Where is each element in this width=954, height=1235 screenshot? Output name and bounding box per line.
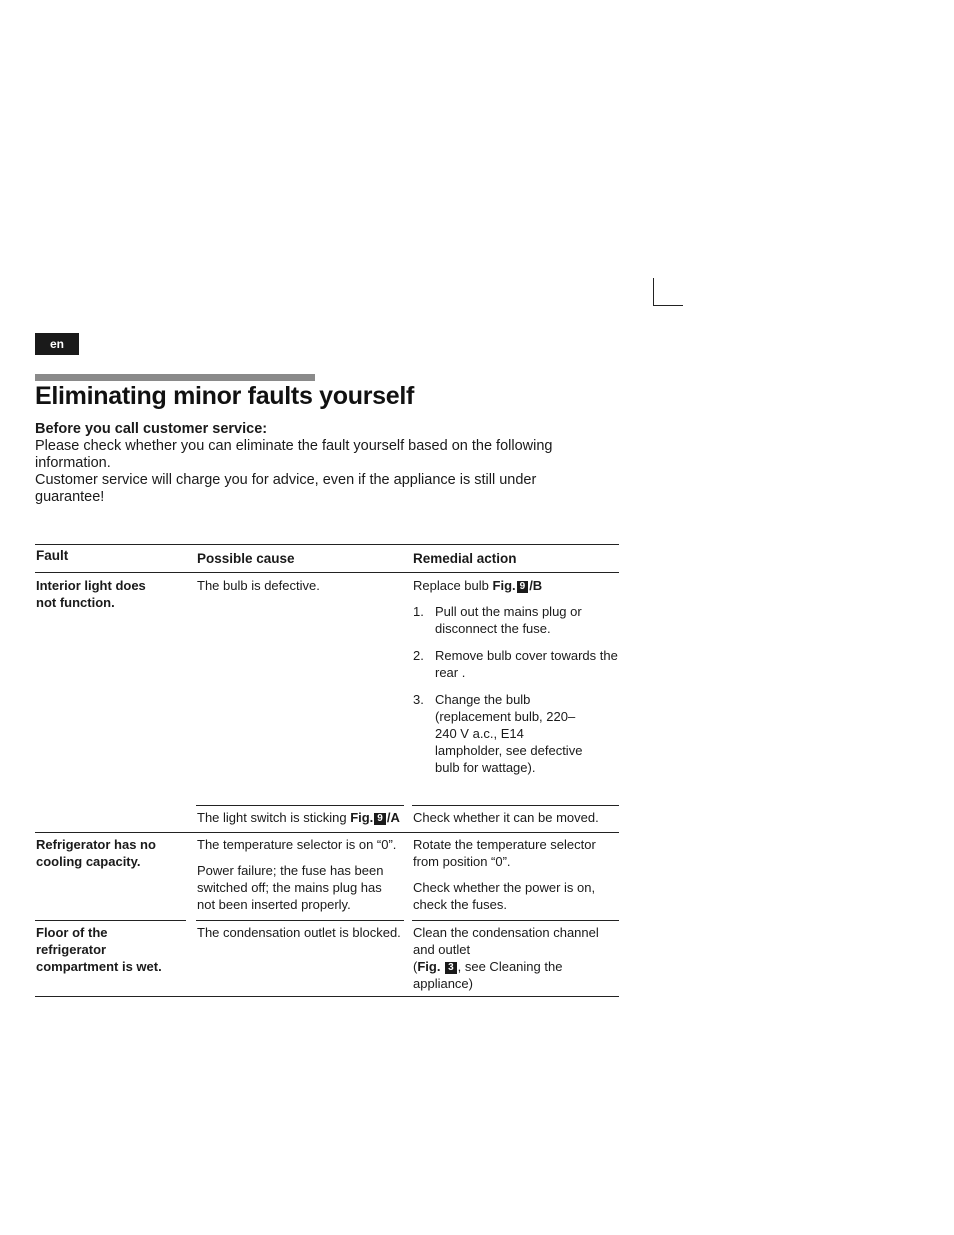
fault-cell: Floor of the refrigerator compartment is wet. [36,925,162,974]
table-row [35,920,619,997]
figure-number-badge: 3 [445,962,457,974]
figure-number-badge: 9 [517,581,529,593]
step-number: 2. [413,648,424,663]
fig-label: Fig. [492,578,516,593]
fig-label: Fig. [417,959,441,974]
spacer [197,853,404,862]
page-title: Eliminating minor faults yourself [35,382,415,410]
divider [196,920,404,921]
action-cell [412,924,603,992]
fig-suffix: /A [386,810,400,825]
action-title [413,577,620,594]
table-row [35,832,619,920]
crop-mark-vertical [653,278,654,306]
step-number: 1. [413,604,424,619]
cause-cell: The condensation outlet is blocked. [197,925,401,940]
step-text: Change the bulb (replacement bulb, 220–240 V a.c., E14 lampholder, see defective bulb for wattage). [435,692,583,775]
list-item [413,647,620,681]
fig-suffix: /B [529,578,543,593]
spacer [413,870,620,879]
fault-cell: Refrigerator has no cooling capacity. [36,837,156,869]
table-header [35,544,619,573]
fault-cell: Interior light does not function. [36,578,146,610]
cause-cell: The bulb is defective. [197,578,320,593]
intro-heading: Before you call customer service: [35,421,268,437]
intro-section [35,421,595,506]
divider [412,805,619,806]
action-cell [412,836,620,913]
divider [35,920,186,921]
action-cell: Check whether it can be moved. [413,810,599,825]
divider [196,805,404,806]
table-bottom-border [35,996,619,997]
table-row [35,573,619,805]
cause-cell [196,809,404,826]
list-item [413,603,620,637]
list-item [413,691,585,776]
action-cell [412,577,620,776]
figure-number-badge: 9 [374,813,386,825]
action-paren: ( [413,959,418,974]
header-cause: Possible cause [197,551,295,566]
header-fault: Fault [36,548,69,563]
crop-mark-horizontal [653,305,683,306]
cause-text: The light switch is sticking [197,810,347,825]
header-action: Remedial action [413,551,517,566]
divider [35,832,619,833]
action-text: Check whether the power is on, check the fuses. [413,880,596,912]
intro-paragraph-1: Please check whether you can eliminate the fault yourself based on the following information. [35,438,553,471]
cause-text: Power failure; the fuse has been switched off; the mains plug has not been inserted properly. [197,863,384,912]
fig-label: Fig. [350,810,374,825]
table-row [35,805,619,832]
action-text: Clean the condensation channel and outlet [413,925,599,957]
action-title-text: Replace bulb [413,578,489,593]
fault-table [35,544,619,997]
intro-paragraph-2: Customer service will charge you for advice, even if the appliance is still under guarantee! [35,472,537,505]
step-text: Remove bulb cover towards the rear . [435,648,618,680]
cause-cell [196,836,404,913]
step-text: Pull out the mains plug or disconnect the fuse. [435,604,582,636]
language-badge: en [35,333,79,355]
title-accent-bar [35,374,315,381]
action-text-tail: , see Cleaning the appliance) [413,959,563,991]
cause-text: The temperature selector is on “0”. [197,837,397,852]
divider [412,920,619,921]
step-number: 3. [413,692,424,707]
steps-list [413,603,620,776]
action-text: Rotate the temperature selector from position “0”. [413,837,596,869]
